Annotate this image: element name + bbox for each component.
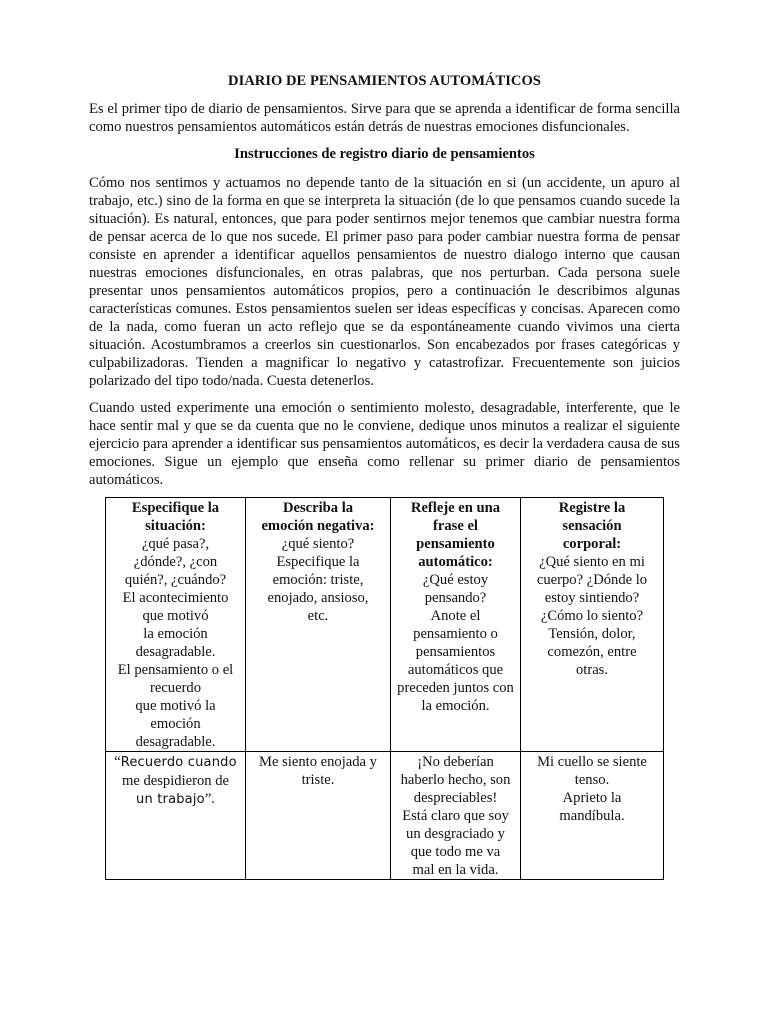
exercise-paragraph: Cuando usted experimente una emoción o sentimiento molesto, desagradable, interferente, que le hace sentir mal y que se da cuenta que no le conviene, dedique unos minutos a realizar el siguiente ejercicio para aprender a identificar sus pensamientos automáticos, es decir la verdadera causa de sus emociones. Sigue un ejemplo que enseña como rellenar su primer diario de pensamientos automáticos. bbox=[89, 400, 680, 488]
example-body-sensation: Mi cuello se siente tenso. Aprieto la mandíbula. bbox=[521, 752, 664, 880]
instructions-subtitle: Instrucciones de registro diario de pensamientos bbox=[234, 146, 535, 162]
explanation-paragraph: Cómo nos sentimos y actuamos no depende tanto de la situación en si (un accidente, un apuro al trabajo, etc.) sino de la forma en que se interpreta la situación (de lo que pensamos cuando sucede la situación). Es natural, entonces, que para poder sentirnos mejor tenemos que cambiar nuestra forma de pensar acerca de lo que nos sucede. El primer paso para poder cambiar nuestra forma de pensar consiste en aprender a identificar aquellos pensamientos de nuestro dialogo interno que causan nuestras emociones disfuncionales, en otras palabras, que nos perturban. Cada persona suele presentar unos pensamientos automáticos propios, pero a continuación le describimos algunas características comunes. Estos pensamientos suelen ser ideas específicas y concisas. Aparecen como de la nada, como fueran un acto reflejo que se da espontáneamente cuando vivimos una cierta situación. Acostumbramos a creerlos sin cuestionarlos. Son encabezados por frases categóricas y culpabilizadoras. Tienden a magnificar lo negativo y catastrofizar. Frecuentemente son juicios polarizado del tipo todo/nada. Cuesta detenerlos. bbox=[89, 175, 680, 389]
document-title: DIARIO DE PENSAMIENTOS AUTOMÁTICOS bbox=[228, 73, 541, 89]
example-emotion: Me siento enojada y triste. bbox=[246, 752, 391, 880]
header-thought: Refleje en una frase el pensamiento automático: ¿Qué estoy pensando? Anote el pensamiento o pensamientos automáticos que preceden juntos con la emoción. bbox=[391, 498, 521, 752]
header-emotion: Describa la emoción negativa: ¿qué siento? Especifique la emoción: triste, enojado, ansioso, etc. bbox=[246, 498, 391, 752]
header-situation: Especifique la situación: ¿qué pasa?, ¿dónde?, ¿con quién?, ¿cuándo? El acontecimiento que motivó la emoción desagradable. El pensamiento o el recuerdo que motivó la emoción desagradable. bbox=[106, 498, 246, 752]
table-example-row bbox=[106, 752, 664, 880]
example-thought: ¡No deberían haberlo hecho, son despreciables! Está claro que soy un desgraciado y que todo me va mal en la vida. bbox=[391, 752, 521, 880]
example-situation: “Recuerdo cuando me despidieron de un trabajo”. bbox=[106, 752, 246, 880]
thought-diary-table bbox=[105, 497, 664, 880]
header-body-sensation: Registre la sensación corporal: ¿Qué siento en mi cuerpo? ¿Dónde lo estoy sintiendo? ¿Cómo lo siento? Tensión, dolor, comezón, entre otras. bbox=[521, 498, 664, 752]
document-body bbox=[89, 72, 680, 880]
intro-paragraph: Es el primer tipo de diario de pensamientos. Sirve para que se aprenda a identificar de forma sencilla como nuestros pensamientos automáticos están detrás de nuestras emociones disfuncionales. bbox=[89, 101, 680, 135]
table-header-row bbox=[106, 498, 664, 752]
